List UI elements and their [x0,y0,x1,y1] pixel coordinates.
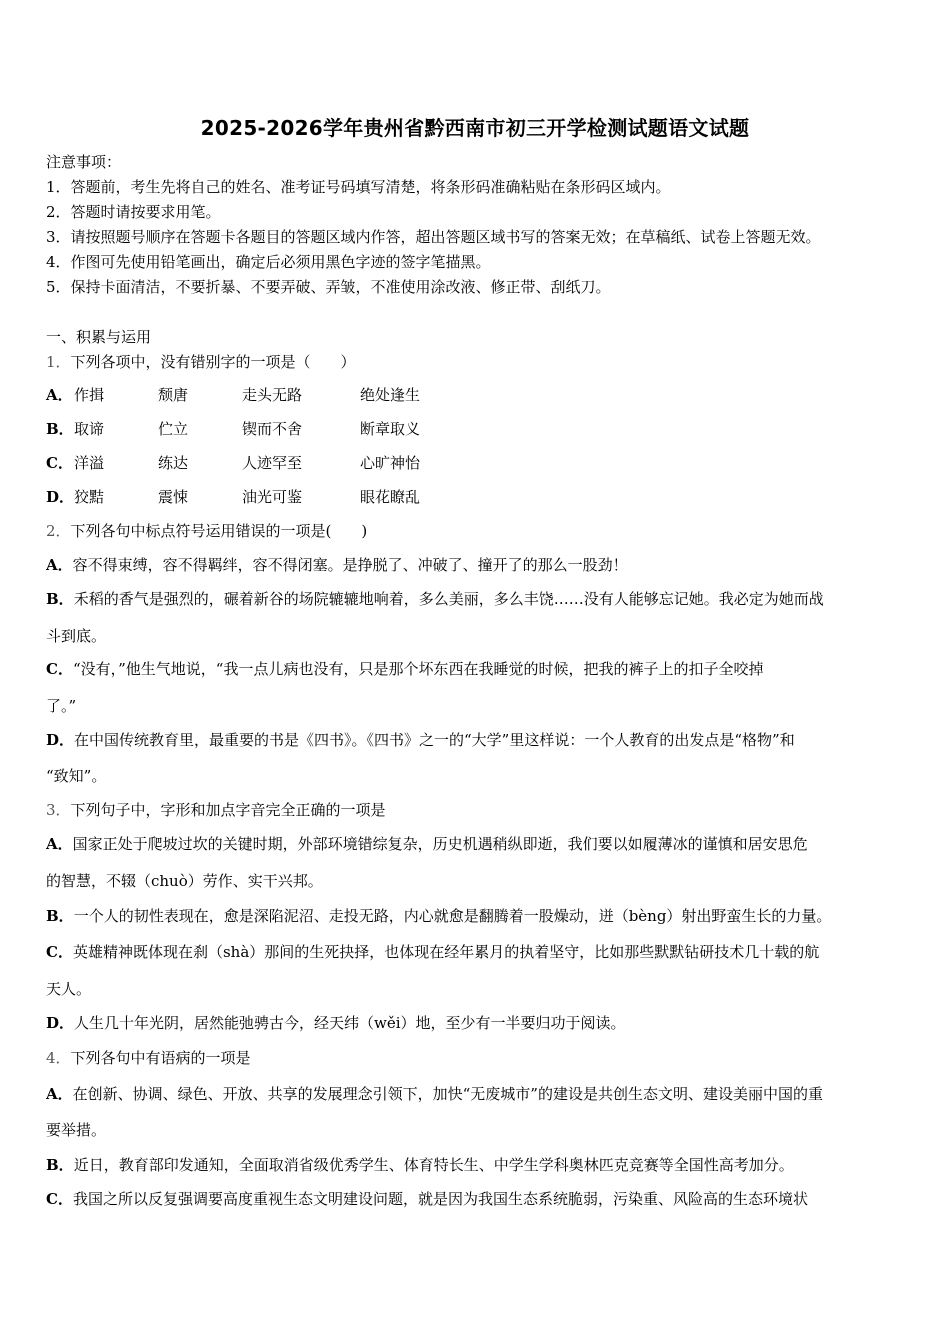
question-number: 1． [46,353,71,371]
q2-option-b-cont: 斗到底。 [46,627,107,645]
option-text: 容不得束缚，容不得羁绊，容不得闭塞。是挣脱了、冲破了、撞开了的那么一股劲！ [72,556,628,574]
option-text: 我国之所以反复强调要高度重视生态文明建设问题，就是因为我国生态系统脆弱，污染重、风险高的生态环境状 [72,1190,808,1208]
option-text: 国家正处于爬坡过坎的关键时期，外部环境错综复杂，历史机遇稍纵即逝，我们要以如履薄冰的谨慎和居安思危 [72,835,808,853]
option-word: 颓唐 [158,386,189,404]
option-label: B． [46,1156,74,1174]
notice-item-4: 4．作图可先使用铅笔画出，确定后必须用黑色字迹的签字笔描黑。 [46,253,491,271]
option-word: 断章取义 [360,420,421,438]
option-label: C． [46,1190,73,1208]
option-text: 一个人的韧性表现在，愈是深陷泥沼、走投无路，内心就愈是翻腾着一股燥动，迸（bèng）射出野蛮生长的力量。 [73,907,832,925]
q3-option-a [46,834,908,854]
option-label: C． [46,660,73,678]
option-word: 走头无路 [242,386,303,404]
question-number: 4． [46,1049,71,1067]
option-label: C． [46,454,73,472]
option-label: A． [46,835,73,853]
option-text: 在创新、协调、绿色、开放、共享的发展理念引领下，加快“无废城市”的建设是共创生态文明、建设美丽中国的重 [72,1085,823,1103]
q3-option-b [46,906,908,926]
option-word: 锲而不舍 [242,420,303,438]
q2-option-d [46,730,908,750]
q2-option-d-cont: “致知”。 [46,767,107,785]
q3-option-c [46,942,908,962]
option-word: 洋溢 [74,454,105,472]
question-text: 下列各项中，没有错别字的一项是（ ） [70,353,356,371]
option-word: 作揖 [74,386,105,404]
option-word: 狡黠 [74,488,105,506]
question-3-stem [46,800,908,820]
option-text: 英雄精神既体现在刹（shà）那间的生死抉择，也体现在经年累月的执着坚守，比如那些默默钻研技术几十载的航 [72,943,820,961]
q2-option-c-cont: 了。” [46,697,77,715]
q4-option-a-cont: 要举措。 [46,1121,107,1139]
notice-item-1: 1．答题前，考生先将自己的姓名、准考证号码填写清楚，将条形码准确粘贴在条形码区域内。 [46,178,671,196]
q3-option-d [46,1013,908,1033]
option-text: 人生几十年光阴，居然能弛骋古今，经天纬（wěi）地，至少有一半要归功于阅读。 [74,1014,626,1032]
question-4-stem [46,1048,908,1068]
option-word: 伫立 [158,420,189,438]
q3-option-a-cont: 的智慧，不辍（chuò）劳作、实干兴邦。 [46,872,323,890]
question-text: 下列句子中，字形和加点字音完全正确的一项是 [70,801,386,819]
option-word: 绝处逢生 [360,386,421,404]
option-word: 心旷神怡 [360,454,421,472]
notice-item-3: 3．请按照题号顺序在答题卡各题目的答题区域内作答，超出答题区域书写的答案无效；在草稿纸、试卷上答题无效。 [46,228,821,246]
option-label: A． [46,556,73,574]
q2-option-c [46,659,908,679]
q2-option-b [46,589,908,609]
option-label: D． [46,731,75,749]
option-label: D． [46,1014,75,1032]
notice-item-2: 2．答题时请按要求用笔。 [46,203,221,221]
q4-option-b [46,1155,908,1175]
option-word: 油光可鉴 [242,488,303,506]
q4-option-a [46,1084,908,1104]
q3-option-c-cont: 天人。 [46,980,92,998]
option-text: 在中国传统教育里，最重要的书是《四书》。《四书》之一的“大学”里这样说：一个人教育的出发点是“格物”和 [74,731,795,749]
notice-item-5: 5．保持卡面清洁，不要折暴、不要弄破、弄皱，不准使用涂改液、修正带、刮纸刀。 [46,278,611,296]
option-label: B． [46,420,74,438]
option-label: B． [46,590,74,608]
option-text: 禾稻的香气是强烈的，碾着新谷的场院辘辘地响着，多么美丽，多么丰饶……没有人能够忘记她。我必定为她而战 [73,590,824,608]
option-word: 人迹罕至 [242,454,303,472]
option-text: “没有，”他生气地说，“我一点儿病也没有，只是那个坏东西在我睡觉的时候，把我的裤子上的扣子全咬掉 [72,660,764,678]
question-2-stem [46,521,908,541]
question-1-stem [46,352,908,372]
question-text: 下列各句中有语病的一项是 [70,1049,251,1067]
option-text: 近日，教育部印发通知，全面取消省级优秀学生、体育特长生、中学生学科奥林匹克竞赛等全国性高考加分。 [73,1156,794,1174]
question-number: 2． [46,522,71,540]
option-label: A． [46,1085,73,1103]
option-word: 眼花瞭乱 [360,488,421,506]
page-title: 2025-2026学年贵州省黔西南市初三开学检测试题语文试题 [200,116,750,140]
section-heading: 一、积累与运用 [46,328,152,346]
option-word: 练达 [158,454,189,472]
option-label: B． [46,907,74,925]
q2-option-a [46,555,908,575]
question-number: 3． [46,801,71,819]
q4-option-c [46,1189,908,1209]
notice-heading: 注意事项： [46,153,122,171]
option-word: 震悚 [158,488,189,506]
question-text: 下列各句中标点符号运用错误的一项是( ) [70,522,368,540]
option-word: 取谛 [74,420,105,438]
option-label: A． [46,386,73,404]
option-label: C． [46,943,73,961]
option-label: D． [46,488,75,506]
